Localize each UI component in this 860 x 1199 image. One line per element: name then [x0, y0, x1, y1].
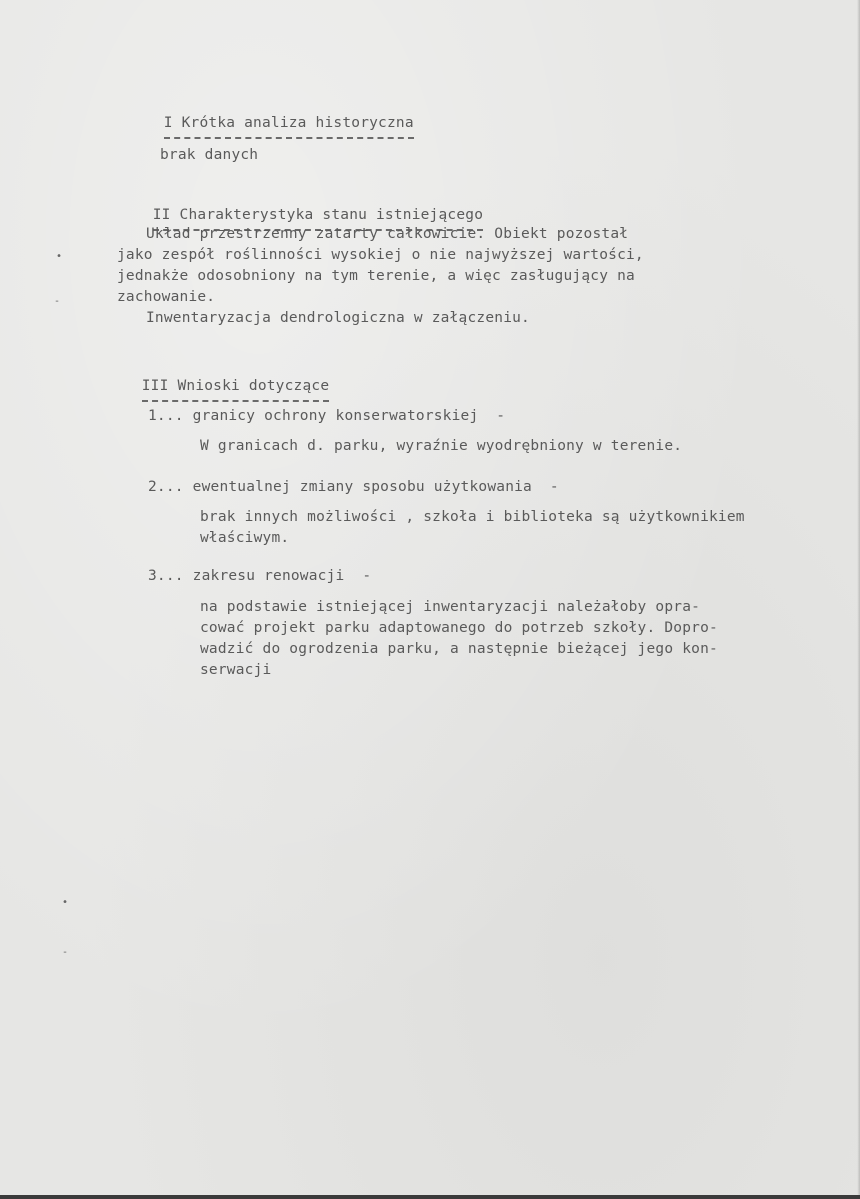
section-2-line: jednakże odosobniony na tym terenie, a więc zasługujący na: [117, 268, 635, 284]
margin-speck: -: [62, 947, 69, 958]
section-2-heading-text: II Charakterystyka stanu istniejącego: [153, 205, 483, 231]
item-3-label: 3... zakresu renowacji -: [148, 568, 372, 584]
item-1-label: 1... granicy ochrony konserwatorskiej -: [148, 408, 506, 424]
item-3-line: cować projekt parku adaptowanego do potrzeb szkoły. Dopro-: [200, 620, 718, 636]
margin-speck: •: [62, 897, 69, 908]
section-1-heading-text: I Krótka analiza historyczna: [164, 113, 414, 139]
item-1-line: W granicach d. parku, wyraźnie wyodrębniony w terenie.: [200, 438, 683, 454]
item-3-line: na podstawie istniejącej inwentaryzacji należałoby opra-: [200, 599, 701, 615]
item-2-line: właściwym.: [200, 530, 290, 546]
section-3-heading-text: III Wnioski dotyczące: [142, 376, 330, 402]
section-2-line: zachowanie.: [117, 289, 216, 305]
page-bottom-edge: [0, 1195, 860, 1199]
section-2-line: jako zespół roślinności wysokiej o nie najwyższej wartości,: [117, 247, 644, 263]
item-2-label: 2... ewentualnej zmiany sposobu użytkowania -: [148, 479, 559, 495]
section-2-line: Układ przestrzenny zatarty całkowicie. Obiekt pozostał: [146, 226, 629, 242]
margin-speck: •: [56, 251, 63, 262]
item-3-line: wadzić do ogrodzenia parku, a następnie bieżącej jego kon-: [200, 641, 718, 657]
margin-speck: -: [54, 296, 61, 307]
item-2-line: brak innych możliwości , szkoła i biblioteka są użytkownikiem: [200, 509, 745, 525]
section-1-body: brak danych: [160, 147, 259, 163]
section-2-line: Inwentaryzacja dendrologiczna w załączeniu.: [146, 310, 530, 326]
item-3-line: serwacji: [200, 662, 272, 678]
